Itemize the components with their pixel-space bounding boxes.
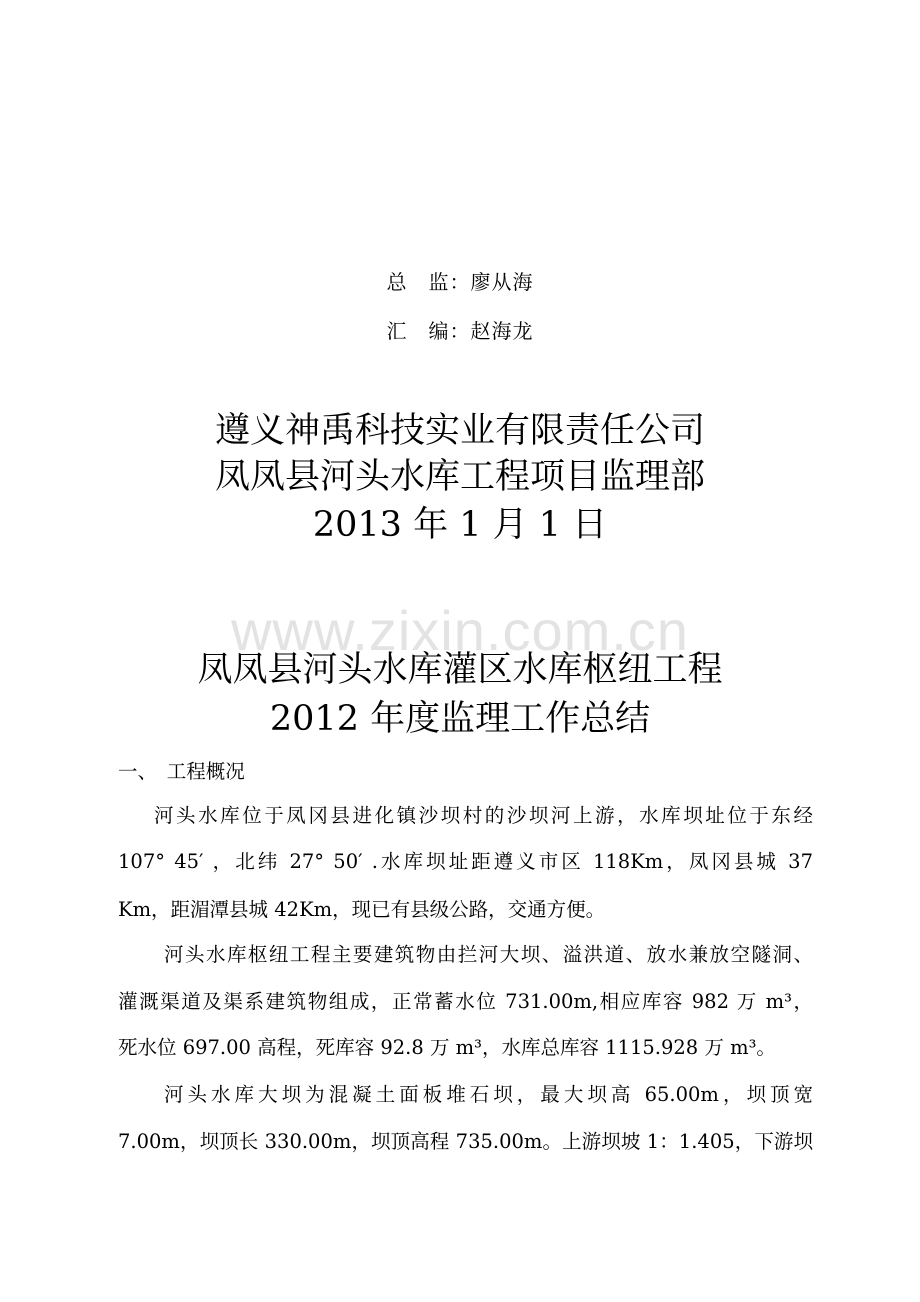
paragraph-line: 灌溉渠道及渠系建筑物组成，正常蓄水位 731.00m,相应库容 982 万 m³， [118, 990, 813, 1013]
document-title-line1: 凤凤县河头水库灌区水库枢纽工程 [197, 650, 723, 690]
paragraph-line: 7.00m，坝顶长 330.00m，坝顶高程 735.00m。上游坝坡 1：1.405，下游坝 [118, 1130, 813, 1153]
paragraph-line: Km，距湄潭县城 42Km，现已有县级公路，交通方便。 [118, 898, 606, 921]
chief-supervisor-line: 总 监：廖从海 [386, 270, 534, 294]
department-name: 凤凤县河头水库工程项目监理部 [214, 457, 705, 497]
paragraph-line: 死水位 697.00 高程，死库容 92.8 万 m³，水库总库容 1115.928 万 m³。 [118, 1036, 776, 1059]
paragraph-line: 河头水库枢纽工程主要建筑物由拦河大坝、溢洪道、放水兼放空隧洞、 [164, 943, 813, 966]
company-name: 遵义神禹科技实业有限责任公司 [214, 411, 705, 451]
paragraph-line: 河头水库大坝为混凝土面板堆石坝，最大坝高 65.00m，坝顶宽 [164, 1083, 813, 1106]
paragraph-line: 107° 45′ ，北纬 27° 50′ .水库坝址距遵义市区 118Km，凤冈县城 37 [118, 850, 813, 873]
report-date: 2013 年 1 月 1 日 [312, 505, 608, 545]
section-heading: 一、 工程概况 [118, 760, 245, 783]
watermark: www.zixin.com.cn [231, 599, 689, 662]
paragraph-line: 河头水库位于凤冈县进化镇沙坝村的沙坝河上游，水库坝址位于东经 [154, 804, 813, 827]
compiler-line: 汇 编：赵海龙 [386, 319, 534, 343]
document-title-line2: 2012 年度监理工作总结 [269, 699, 651, 739]
